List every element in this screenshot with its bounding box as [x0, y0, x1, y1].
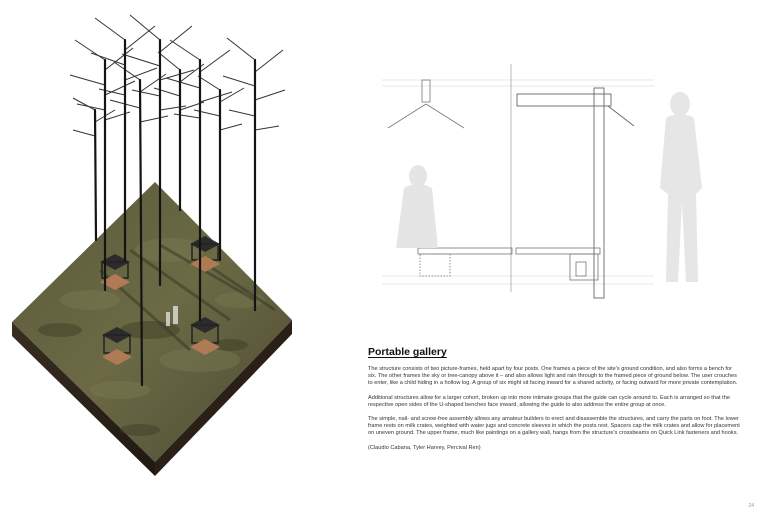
ground-block	[12, 182, 292, 476]
article	[368, 346, 740, 452]
paragraph-structure: The structure consists of two picture-frames, held apart by four posts. One frames a piece of the site's ground condition, and also forms a bench for six. The other frames the sky or tree-canopy above it – and also allows light and rain through to the framed piece of ground below. The user crouches to enter, like a child hiding in a hollow log. A group of six might sit facing inward for a shared activity, or facing outward for more private contemplation.	[368, 366, 738, 387]
bench-and-crates	[418, 248, 600, 280]
paragraph-cohort: Additional structures allow for a larger cohort, broken up into more intimate groups that the guide can cycle around to. Each is arranged so that the respective open sides of the U-shaped benches face inward, allowing the guide to also address the entire group at once.	[368, 394, 730, 408]
tree-canopies	[70, 15, 285, 136]
article-title: Portable gallery	[368, 346, 447, 358]
section-drawing	[378, 60, 658, 300]
right-frame	[517, 88, 634, 298]
isometric-site-illustration	[0, 0, 380, 519]
page-number: 24	[748, 503, 754, 509]
left-frame	[388, 80, 464, 128]
paragraph-assembly: The simple, nail- and screw-free assembly allows any amateur builders to erect and disassemble the structures, and carry the parts on foot. The lower frame rests on milk crates, weighted with water jugs and concrete sleeves in which the posts rest. Spacers cap the milk crates and allow for placement on uneven ground. The upper frame, much like paintings on a gallery wall, hangs from the structure's crossbeams on Quick Link fasteners and hooks.	[368, 416, 740, 437]
figure-silhouettes	[396, 165, 438, 248]
credits: (Claudio Cabana, Tyler Harvey, Percival Ren)	[368, 444, 481, 451]
standing-figure	[646, 88, 706, 288]
